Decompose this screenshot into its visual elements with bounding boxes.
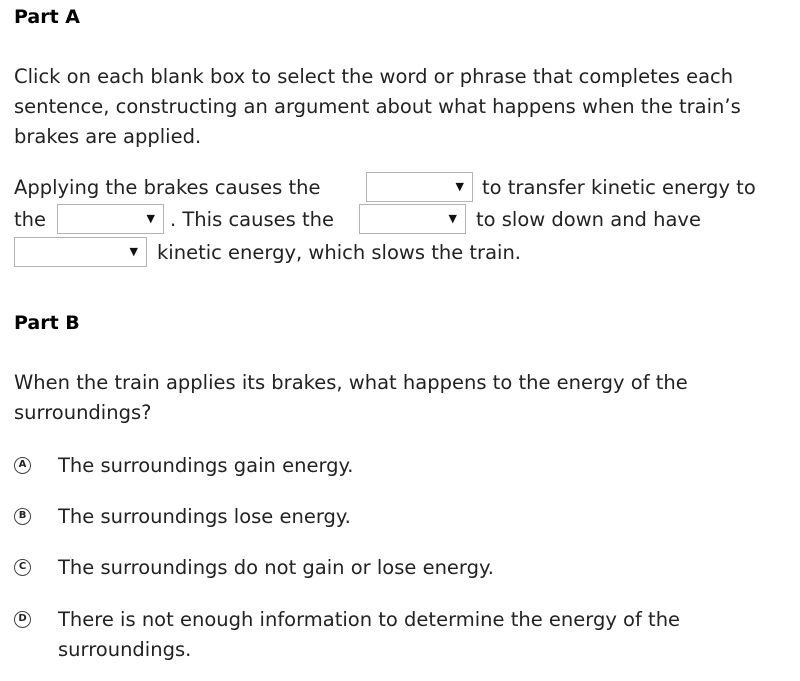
answer-option-d-text: There is not enough information to determine the energy of the surroundings.: [58, 608, 681, 661]
dropdown-1[interactable]: [366, 172, 473, 202]
answer-option-b-text: The surroundings lose energy.: [58, 505, 351, 528]
dropdown-3[interactable]: [359, 204, 466, 234]
part-a-instructions: Click on each blank box to select the word or phrase that completes each sentence, constructing an argument about what happens when the train’s brakes are applied.: [14, 65, 741, 148]
answer-option-a-text: The surroundings gain energy.: [58, 454, 354, 477]
sentence-line-2: [14, 204, 46, 236]
chevron-down-icon: ▼: [129, 245, 138, 258]
chevron-down-icon: ▼: [455, 180, 464, 193]
sentence-segment-4: . This causes the: [170, 208, 334, 231]
part-a-heading: Part A: [14, 6, 81, 28]
dropdown-2[interactable]: [57, 204, 164, 234]
answer-option-c-text: The surroundings do not gain or lose energy.: [58, 556, 494, 579]
sentence-line-2b: [170, 204, 334, 236]
sentence-line-2c: [476, 204, 701, 236]
answer-option-a[interactable]: [14, 451, 774, 481]
sentence-line-3: [157, 237, 521, 269]
radio-b-icon[interactable]: B: [14, 508, 31, 525]
sentence-line-1: [14, 172, 320, 204]
sentence-segment-3: the: [14, 208, 47, 231]
sentence-segment-5: to slow down and have: [476, 208, 701, 231]
answer-option-b[interactable]: [14, 502, 774, 532]
sentence-segment-2: to transfer kinetic energy to: [482, 176, 756, 199]
part-b-heading: Part B: [14, 312, 80, 334]
radio-a-icon[interactable]: A: [14, 457, 31, 474]
chevron-down-icon: ▼: [146, 212, 155, 225]
radio-c-icon[interactable]: C: [14, 559, 31, 576]
radio-d-icon[interactable]: D: [14, 611, 31, 628]
sentence-line-1b: [482, 172, 756, 204]
dropdown-4[interactable]: [14, 237, 147, 267]
sentence-segment-1: Applying the brakes causes the: [14, 176, 321, 199]
part-b-question: When the train applies its brakes, what happens to the energy of the surroundings?: [14, 371, 688, 424]
chevron-down-icon: ▼: [448, 212, 457, 225]
sentence-segment-6: kinetic energy, which slows the train.: [157, 241, 521, 264]
answer-option-d[interactable]: [14, 605, 784, 667]
answer-option-c[interactable]: [14, 553, 774, 583]
